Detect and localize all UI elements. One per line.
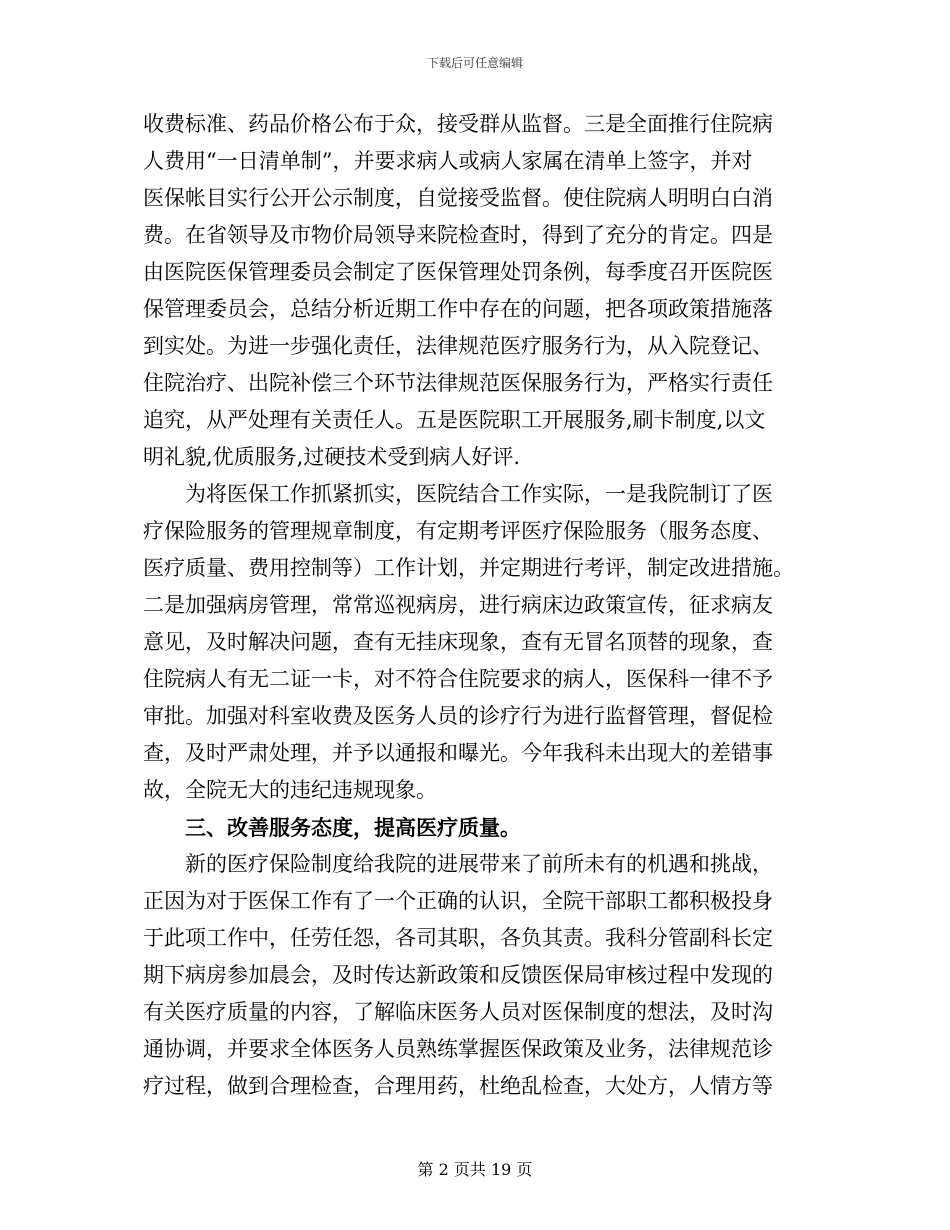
text-line: 审批。加强对科室收费及医务人员的诊疗行为进行监督管理，督促检 [143, 704, 773, 728]
text-line: 医疗质量、费用控制等）工作计划，并定期进行考评，制定改进措施。 [143, 556, 794, 580]
text-line: 住院病人有无二证一卡，对不符合住院要求的病人，医保科一律不予 [143, 667, 773, 691]
page-number-footer: 第 2 页共 19 页 [417, 1160, 533, 1179]
text-line: 住院治疗、出院补偿三个环节法律规范医保服务行为，严格实行责任 [143, 371, 773, 395]
text-line: 正因为对于医保工作有了一个正确的认识，全院干部职工都积极投身 [143, 889, 773, 913]
text-line: 疗过程，做到合理检查，合理用药，杜绝乱检查，大处方，人情方等 [143, 1074, 773, 1098]
text-line: 新的医疗保险制度给我院的进展带来了前所未有的机遇和挑战， [185, 852, 773, 876]
text-line: 期下病房参加晨会，及时传达新政策和反馈医保局审核过程中发现的 [143, 963, 773, 987]
text-line: 疗保险服务的管理规章制度，有定期考评医疗保险服务（服务态度、 [143, 519, 773, 543]
text-line: 人费用“一日清单制”，并要求病人或病人家属在清单上签字，并对 [143, 149, 753, 173]
text-line: 追究，从严处理有关责任人。五是医院职工开展服务,刷卡制度,以文 [143, 408, 766, 432]
text-line: 于此项工作中，任劳任怨，各司其职，各负其责。我科分管副科长定 [143, 926, 773, 950]
text-line: 故，全院无大的违纪违规现象。 [143, 778, 437, 802]
text-line: 有关医疗质量的内容，了解临床医务人员对医保制度的想法，及时沟 [143, 1000, 773, 1024]
paragraph-2 [143, 476, 803, 809]
section-heading [143, 809, 803, 846]
text-line: 为将医保工作抓紧抓实，医院结合工作实际，一是我院制订了医 [185, 482, 773, 506]
text-line: 查，及时严肃处理，并予以通报和曝光。今年我科未出现大的差错事 [143, 741, 773, 765]
text-line: 二是加强病房管理，常常巡视病房，进行病床边政策宣传，征求病友 [143, 593, 773, 617]
text-line: 通协调，并要求全体医务人员熟练掌握医保政策及业务，法律规范诊 [143, 1037, 773, 1061]
text-line: 费。在省领导及市物价局领导来院检查时，得到了充分的肯定。四是 [143, 223, 773, 247]
paragraph-1 [143, 106, 803, 476]
text-line: 医保帐目实行公开公示制度，自觉接受监督。使住院病人明明白白消 [143, 186, 773, 210]
text-line: 意见，及时解决问题，查有无挂床现象，查有无冒名顶替的现象，查 [143, 630, 773, 654]
paragraph-3 [143, 846, 803, 1105]
heading-text: 三、改善服务态度，提高医疗质量。 [185, 815, 521, 840]
document-body [143, 106, 803, 1105]
text-line: 收费标准、药品价格公布于众，接受群从监督。三是全面推行住院病 [143, 112, 773, 136]
text-line: 到实处。为进一步强化责任，法律规范医疗服务行为，从入院登记、 [143, 334, 773, 358]
page-header: 下载后可任意编辑 [426, 56, 523, 70]
text-line: 明礼貌,优质服务,过硬技术受到病人好评. [143, 445, 521, 469]
text-line: 保管理委员会，总结分析近期工作中存在的问题，把各项政策措施落 [143, 297, 773, 321]
text-line: 由医院医保管理委员会制定了医保管理处罚条例，每季度召开医院医 [143, 260, 773, 284]
